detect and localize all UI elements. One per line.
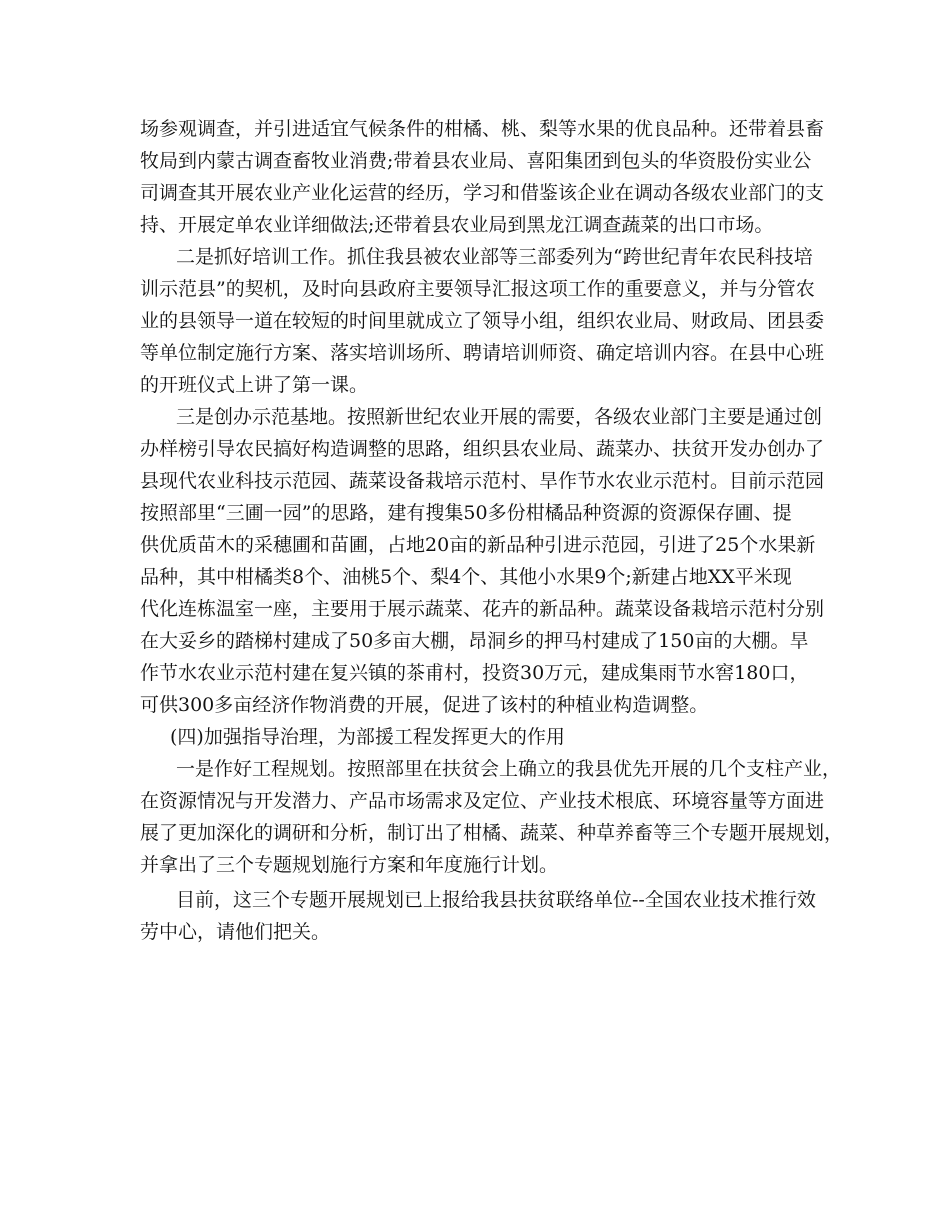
text-line-16: 代化连栋温室一座，主要用于展示蔬菜、花卉的新品种。蔬菜设备栽培示范村分别: [140, 598, 825, 620]
paragraph-planning-start: 一是作好工程规划。按照部里在扶贫会上确立的我县优先开展的几个支柱产业，: [176, 758, 842, 780]
paragraph-demonstration-start: 三是创办示范基地。按照新世纪农业开展的需要，各级农业部门主要是通过创: [176, 406, 823, 428]
paragraph-training-start: 二是抓好培训工作。抓住我县被农业部等三部委列为“跨世纪青年农民科技培: [176, 246, 813, 268]
text-line-12: 县现代农业科技示范园、蔬菜设备栽培示范村、旱作节水农业示范村。目前示范园: [140, 470, 825, 492]
paragraph-current-start: 目前，这三个专题开展规划已上报给我县扶贫联络单位--全国农业技术推行效: [176, 889, 816, 911]
text-line-3: 司调查其开展农业产业化运营的经历，学习和借鉴该企业在调动各级农业部门的支: [140, 182, 825, 204]
text-line-7: 业的县领导一道在较短的时间里就成立了领导小组，组织农业局、财政局、团县委: [140, 310, 825, 332]
text-line-19: 可供300多亩经济作物消费的开展，促进了该村的种植业构造调整。: [140, 694, 709, 716]
text-line-17: 在大妥乡的踏梯村建成了50多亩大棚，昂洞乡的押马村建成了150亩的大棚。旱: [140, 630, 809, 652]
section-heading: (四)加强指导治理，为部援工程发挥更大的作用: [170, 726, 565, 748]
text-line-13: 按照部里“三圃一园”的思路，建有搜集50多份柑橘品种资源的资源保存圃、提: [140, 502, 792, 524]
text-line-6: 训示范县”的契机，及时向县政府主要领导汇报这项工作的重要意义，并与分管农: [140, 278, 815, 300]
text-line-9: 的开班仪式上讲了第一课。: [140, 374, 369, 396]
text-line-14: 供优质苗木的采穗圃和苗圃，占地20亩的新品种引进示范园，引进了25个水果新: [140, 534, 816, 556]
text-line-8: 等单位制定施行方案、落实培训场所、聘请培训师资、确定培训内容。在县中心班: [140, 342, 825, 364]
text-line-15: 品种，其中柑橘类8个、油桃5个、梨4个、其他小水果9个;新建占地XX平米现: [140, 566, 792, 588]
text-line-24: 并拿出了三个专题规划施行方案和年度施行计划。: [140, 854, 559, 876]
text-line-26: 劳中心，请他们把关。: [140, 921, 331, 943]
text-line-11: 办样榜引导农民搞好构造调整的思路，组织县农业局、蔬菜办、扶贫开发办创办了: [140, 438, 825, 460]
text-line-23: 展了更加深化的调研和分析，制订出了柑橘、蔬菜、种草养畜等三个专题开展规划，: [140, 822, 844, 844]
document-body: [140, 113, 844, 948]
text-line-1: 场参观调查，并引进适宜气候条件的柑橘、桃、梨等水果的优良品种。还带着县畜: [140, 118, 825, 140]
text-line-18: 作节水农业示范村建在复兴镇的茶甫村，投资30万元，建成集雨节水窖180口，: [140, 662, 809, 684]
text-line-4: 持、开展定单农业详细做法;还带着县农业局到黑龙江调查蔬菜的出口市场。: [140, 214, 774, 236]
text-line-2: 牧局到内蒙古调查畜牧业消费;带着县农业局、喜阳集团到包头的华资股份实业公: [140, 150, 812, 172]
text-line-22: 在资源情况与开发潜力、产品市场需求及定位、产业技术根底、环境容量等方面进: [140, 790, 825, 812]
